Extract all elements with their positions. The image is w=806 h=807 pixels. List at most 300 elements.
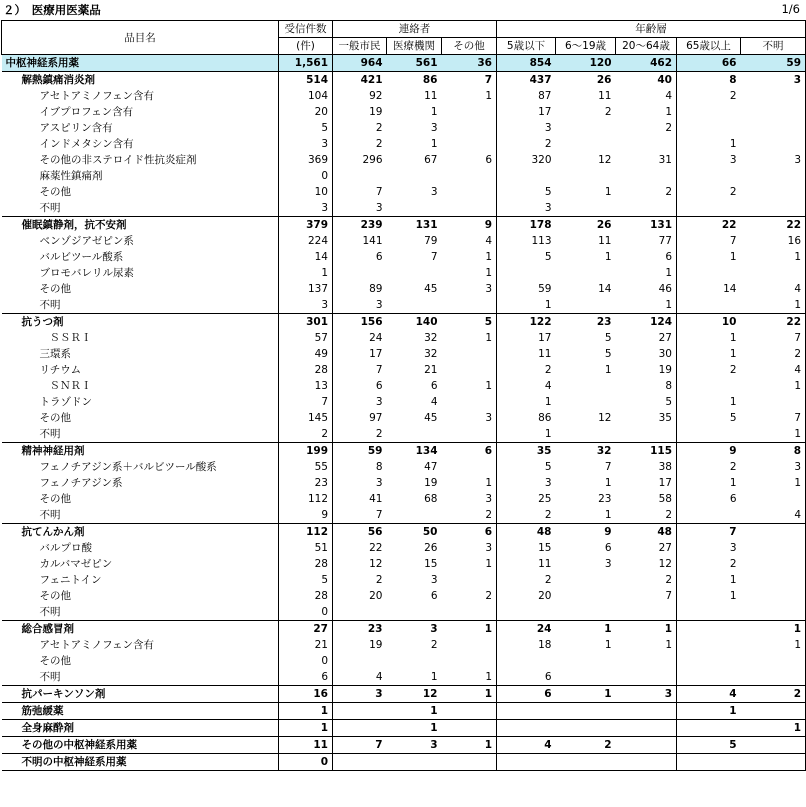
cell-value: 22 [741, 314, 806, 331]
table-row [2, 184, 806, 200]
cell-value: 21 [279, 637, 333, 653]
cell-value: 19 [333, 637, 387, 653]
header-age-unknown: 不明 [741, 38, 806, 55]
drug-inquiry-table [1, 20, 806, 771]
cell-value: 32 [556, 443, 616, 460]
cell-value: 1 [741, 249, 806, 265]
cell-value: 7 [741, 330, 806, 346]
header-age-6-19: 6～19歳 [556, 38, 616, 55]
cell-value [556, 754, 616, 771]
cell-value: 131 [387, 217, 442, 234]
row-name: 不明 [39, 202, 61, 214]
cell-value [442, 637, 497, 653]
cell-value: 15 [497, 540, 556, 556]
cell-value: 6 [485, 154, 492, 166]
cell-value: 58 [658, 493, 672, 505]
cell-value: 1 [485, 477, 492, 489]
cell-value: 18 [497, 637, 556, 653]
cell-value [677, 265, 741, 281]
cell-value [741, 754, 806, 771]
cell-value [387, 653, 442, 669]
cell-value [556, 604, 616, 621]
header-item-name: 品目名 [2, 21, 279, 55]
cell-value [497, 720, 556, 737]
cell-value: 113 [497, 233, 556, 249]
cell-value: 124 [616, 314, 677, 331]
cell-value: 1 [677, 588, 741, 604]
cell-value [677, 120, 741, 136]
cell-value: 89 [333, 281, 387, 297]
cell-value: 854 [497, 55, 556, 72]
cell-value [333, 604, 387, 621]
row-name: 不明 [39, 428, 61, 440]
cell-value: 45 [424, 412, 438, 424]
table-row [2, 233, 806, 249]
cell-value: 11 [598, 90, 612, 102]
cell-value: 49 [279, 346, 333, 362]
cell-value [442, 346, 497, 362]
cell-value: 7 [677, 524, 741, 541]
cell-value: 1 [387, 720, 442, 737]
cell-value: 4 [430, 396, 438, 408]
table-row [2, 459, 806, 475]
cell-value: 5 [279, 572, 333, 588]
table-row [2, 507, 806, 524]
cell-value [387, 507, 442, 524]
cell-value [616, 653, 677, 669]
cell-value: 27 [658, 542, 672, 554]
cell-value [333, 265, 387, 281]
cell-value [741, 572, 806, 588]
cell-value [497, 703, 556, 720]
cell-value: 19 [333, 104, 387, 120]
cell-value: 2 [604, 106, 612, 118]
category-row [2, 720, 806, 737]
cell-value: 2 [333, 426, 387, 443]
cell-value [556, 265, 616, 281]
cell-value [741, 540, 806, 556]
cell-value [442, 120, 497, 136]
row-name: 不明の中枢神経系用薬 [2, 754, 279, 771]
cell-value: 7 [333, 507, 387, 524]
header-received-unit: (件) [279, 38, 333, 55]
cell-value: 2 [665, 509, 672, 521]
cell-value [497, 653, 556, 669]
cell-value: 19 [658, 364, 672, 376]
cell-value: 3 [616, 686, 677, 703]
cell-value: 20 [333, 588, 387, 604]
row-name: その他 [39, 493, 71, 505]
cell-value: 301 [279, 314, 333, 331]
cell-value [556, 120, 616, 136]
cell-value: 28 [279, 362, 333, 378]
cell-value: 5 [665, 396, 672, 408]
cell-value: 5 [442, 314, 497, 331]
major-category-row [2, 55, 806, 72]
cell-value [387, 426, 442, 443]
cell-value: 20 [279, 104, 333, 120]
cell-value [616, 168, 677, 184]
cell-value: 50 [387, 524, 442, 541]
cell-value: 35 [497, 443, 556, 460]
cell-value: 1 [485, 267, 492, 279]
header-contact-medical: 医療機関 [387, 38, 442, 55]
cell-value [677, 669, 741, 686]
cell-value [616, 737, 677, 754]
cell-value: 21 [424, 364, 438, 376]
cell-value: 1 [741, 720, 806, 737]
cell-value: 1 [665, 106, 672, 118]
table-row [2, 330, 806, 346]
cell-value [741, 168, 806, 184]
cell-value [741, 136, 806, 152]
cell-value: 1 [741, 637, 806, 653]
cell-value: 7 [604, 461, 612, 473]
row-name: アセトアミノフェン含有 [39, 90, 155, 102]
cell-value: 9 [556, 524, 616, 541]
cell-value: 30 [658, 348, 672, 360]
cell-value: 9 [279, 507, 333, 524]
cell-value: 1 [485, 671, 492, 683]
cell-value [677, 720, 741, 737]
cell-value: 421 [333, 72, 387, 89]
cell-value: 1 [604, 251, 612, 263]
row-name: その他 [39, 655, 71, 667]
cell-value: 1 [485, 90, 492, 102]
cell-value: 199 [279, 443, 333, 460]
table-row [2, 475, 806, 491]
cell-value: 6 [430, 590, 438, 602]
cell-value: 2 [333, 572, 387, 588]
header-received-count: 受信件数 [279, 21, 333, 38]
cell-value [616, 426, 677, 443]
cell-value [677, 653, 741, 669]
table-row [2, 426, 806, 443]
table-row [2, 491, 806, 507]
cell-value: 137 [279, 281, 333, 297]
cell-value: 6 [333, 249, 387, 265]
cell-value: 3 [485, 542, 492, 554]
cell-value [677, 378, 741, 394]
cell-value: 140 [387, 314, 442, 331]
cell-value [387, 604, 442, 621]
table-row [2, 378, 806, 394]
cell-value [442, 394, 497, 410]
cell-value: 1,561 [279, 55, 333, 72]
cell-value: 5 [677, 410, 741, 426]
cell-value: 156 [333, 314, 387, 331]
cell-value [442, 703, 497, 720]
cell-value: 3 [497, 475, 556, 491]
cell-value [333, 754, 387, 771]
category-row [2, 703, 806, 720]
cell-value: 66 [677, 55, 741, 72]
cell-value: 11 [497, 556, 556, 572]
cell-value: 22 [677, 217, 741, 234]
cell-value: 2 [497, 572, 556, 588]
cell-value: 1 [604, 186, 612, 198]
cell-value: 3 [333, 200, 387, 217]
cell-value: 20 [497, 588, 556, 604]
row-name: フェノチアジン系＋バルビツール酸系 [39, 461, 217, 473]
row-name: 解熱鎮痛消炎剤 [2, 72, 279, 89]
cell-value: 87 [497, 88, 556, 104]
row-name: 催眠鎮静剤，抗不安剤 [2, 217, 279, 234]
cell-value: 3 [604, 558, 612, 570]
cell-value: 5 [497, 184, 556, 200]
cell-value [616, 720, 677, 737]
cell-value [333, 168, 387, 184]
cell-value [741, 524, 806, 541]
cell-value: 10 [677, 314, 741, 331]
cell-value: 38 [658, 461, 672, 473]
cell-value: 36 [442, 55, 497, 72]
row-name: バルビツール酸系 [39, 251, 124, 263]
cell-value: 2 [497, 362, 556, 378]
cell-value [616, 669, 677, 686]
cell-value [741, 120, 806, 136]
cell-value [616, 200, 677, 217]
cell-value [741, 604, 806, 621]
row-name: 不明 [39, 606, 61, 618]
cell-value [677, 604, 741, 621]
cell-value: 23 [333, 621, 387, 638]
cell-value: 6 [430, 380, 438, 392]
cell-value [387, 168, 442, 184]
cell-value: 1 [741, 426, 806, 443]
cell-value [442, 362, 497, 378]
cell-value: 5 [604, 348, 612, 360]
row-name: 精神神経用剤 [2, 443, 279, 460]
category-row [2, 72, 806, 89]
cell-value: 122 [497, 314, 556, 331]
cell-value: 19 [424, 477, 438, 489]
cell-value [677, 200, 741, 217]
cell-value: 14 [598, 283, 612, 295]
table-row [2, 120, 806, 136]
cell-value: 2 [741, 346, 806, 362]
cell-value: 7 [741, 410, 806, 426]
cell-value [442, 136, 497, 152]
cell-value: 10 [279, 184, 333, 200]
cell-value: 1 [279, 703, 333, 720]
cell-value [387, 200, 442, 217]
cell-value: 1 [556, 621, 616, 638]
row-name: 中枢神経系用薬 [2, 55, 279, 72]
row-name: ベンゾジアゼピン系 [39, 235, 134, 247]
cell-value: 0 [279, 168, 333, 184]
cell-value: 320 [497, 152, 556, 168]
cell-value: 11 [279, 737, 333, 754]
cell-value: 3 [279, 297, 333, 314]
row-name: インドメタシン含有 [39, 138, 134, 150]
cell-value: 17 [497, 104, 556, 120]
cell-value: 3 [430, 186, 438, 198]
row-name: 三環系 [39, 348, 71, 360]
row-name: アスピリン含有 [39, 122, 113, 134]
cell-value: 4 [497, 378, 556, 394]
cell-value: 5 [279, 120, 333, 136]
cell-value: 1 [279, 265, 333, 281]
row-name: リチウム [39, 364, 82, 376]
cell-value: 1 [442, 621, 497, 638]
cell-value: 3 [387, 621, 442, 638]
cell-value: 1 [485, 251, 492, 263]
cell-value: 2 [333, 136, 387, 152]
cell-value: 2 [333, 120, 387, 136]
cell-value: 32 [424, 332, 438, 344]
cell-value: 12 [333, 556, 387, 572]
cell-value: 3 [741, 459, 806, 475]
cell-value [556, 669, 616, 686]
cell-value: 6 [604, 542, 612, 554]
cell-value: 1 [485, 332, 492, 344]
cell-value: 2 [665, 122, 672, 134]
category-row [2, 621, 806, 638]
header-contact-other: その他 [442, 38, 497, 55]
cell-value [677, 104, 741, 120]
cell-value: 224 [279, 233, 333, 249]
cell-value [497, 265, 556, 281]
cell-value: 46 [658, 283, 672, 295]
cell-value: 57 [279, 330, 333, 346]
cell-value [442, 200, 497, 217]
cell-value: 239 [333, 217, 387, 234]
cell-value: 2 [556, 737, 616, 754]
cell-value [442, 184, 497, 200]
cell-value: 115 [616, 443, 677, 460]
cell-value: 1 [604, 639, 612, 651]
cell-value [333, 720, 387, 737]
cell-value [497, 604, 556, 621]
cell-value [556, 720, 616, 737]
row-name: その他 [39, 412, 71, 424]
cell-value: 4 [677, 686, 741, 703]
cell-value: 1 [741, 621, 806, 638]
cell-value [497, 168, 556, 184]
cell-value: 5 [497, 459, 556, 475]
cell-value [741, 556, 806, 572]
cell-value: 5 [604, 332, 612, 344]
cell-value: 7 [677, 233, 741, 249]
cell-value: 296 [333, 152, 387, 168]
row-name: 不明 [39, 299, 61, 311]
cell-value: 7 [333, 362, 387, 378]
cell-value: 2 [485, 509, 492, 521]
cell-value [741, 200, 806, 217]
table-row [2, 152, 806, 168]
category-row [2, 314, 806, 331]
category-row [2, 686, 806, 703]
cell-value [677, 621, 741, 638]
table-row [2, 281, 806, 297]
section-title: ２） 医療用医薬品 [3, 3, 101, 17]
cell-value: 97 [333, 410, 387, 426]
cell-value [556, 426, 616, 443]
cell-value [741, 653, 806, 669]
cell-value: 104 [279, 88, 333, 104]
cell-value: 1 [677, 330, 741, 346]
cell-value: 462 [616, 55, 677, 72]
row-name: その他 [39, 283, 71, 295]
cell-value: 3 [497, 200, 556, 217]
cell-value: 13 [279, 378, 333, 394]
cell-value: 2 [497, 507, 556, 524]
cell-value [741, 394, 806, 410]
cell-value: 1 [430, 671, 438, 683]
cell-value: 4 [741, 507, 806, 524]
header-age-65-plus: 65歳以上 [677, 38, 741, 55]
row-name: 全身麻酔剤 [2, 720, 279, 737]
cell-value: 26 [556, 217, 616, 234]
row-name: アセトアミノフェン含有 [39, 639, 155, 651]
cell-value [442, 754, 497, 771]
cell-value: 17 [497, 330, 556, 346]
cell-value [677, 637, 741, 653]
cell-value: 1 [497, 394, 556, 410]
cell-value: 1 [430, 138, 438, 150]
cell-value: 32 [424, 348, 438, 360]
cell-value: 1 [604, 509, 612, 521]
cell-value: 2 [677, 184, 741, 200]
cell-value [442, 604, 497, 621]
row-name: その他の中枢神経系用薬 [2, 737, 279, 754]
cell-value [741, 184, 806, 200]
cell-value: 48 [497, 524, 556, 541]
row-name: ＳＳＲＩ [49, 332, 92, 344]
table-row [2, 540, 806, 556]
cell-value: 437 [497, 72, 556, 89]
cell-value: 6 [279, 669, 333, 686]
cell-value [556, 136, 616, 152]
cell-value: 59 [497, 281, 556, 297]
cell-value: 41 [333, 491, 387, 507]
table-row [2, 104, 806, 120]
cell-value [741, 703, 806, 720]
cell-value: 23 [598, 493, 612, 505]
cell-value: 1 [677, 572, 741, 588]
cell-value: 0 [279, 653, 333, 669]
cell-value: 86 [497, 410, 556, 426]
cell-value [677, 426, 741, 443]
cell-value: 2 [665, 574, 672, 586]
cell-value [556, 297, 616, 314]
table-row [2, 604, 806, 621]
table-row [2, 653, 806, 669]
cell-value [442, 720, 497, 737]
cell-value [616, 754, 677, 771]
cell-value: 12 [598, 154, 612, 166]
cell-value: 2 [665, 186, 672, 198]
cell-value: 77 [658, 235, 672, 247]
cell-value: 6 [442, 443, 497, 460]
cell-value [556, 703, 616, 720]
row-name: 麻薬性鎮痛剤 [39, 170, 103, 182]
cell-value [387, 265, 442, 281]
cell-value: 6 [497, 686, 556, 703]
cell-value [442, 168, 497, 184]
cell-value: 59 [741, 55, 806, 72]
table-row [2, 572, 806, 588]
row-name: 不明 [39, 509, 61, 521]
cell-value [741, 588, 806, 604]
cell-value: 3 [741, 72, 806, 89]
cell-value: 47 [424, 461, 438, 473]
cell-value: 145 [279, 410, 333, 426]
cell-value: 1 [665, 299, 672, 311]
cell-value: 31 [658, 154, 672, 166]
title-bar [0, 0, 806, 20]
